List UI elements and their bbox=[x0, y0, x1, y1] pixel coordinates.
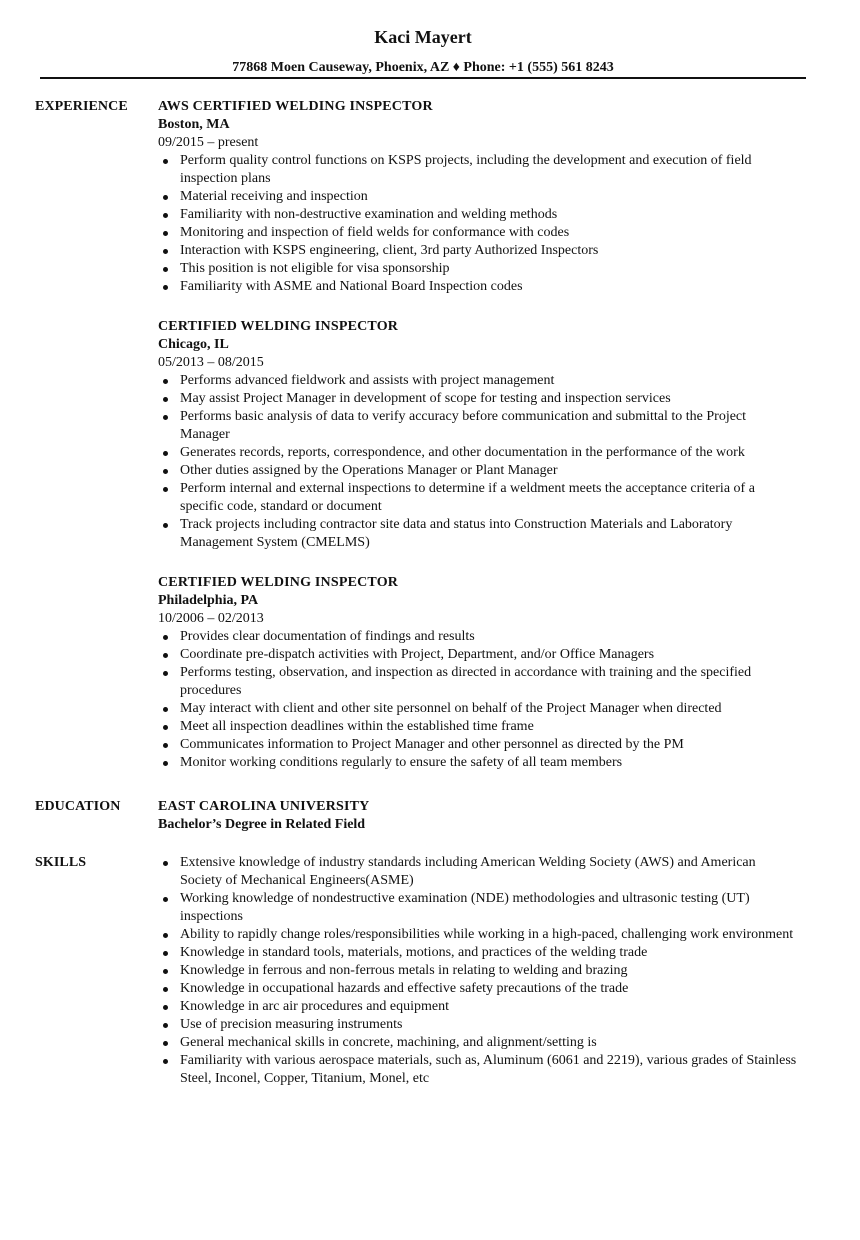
list-item: May assist Project Manager in development of scope for testing and inspection services bbox=[180, 390, 798, 408]
list-item: Familiarity with ASME and National Board Inspection codes bbox=[180, 278, 798, 296]
list-item: Perform quality control functions on KSPS projects, including the development and execution of field inspection plans bbox=[180, 152, 798, 188]
job-dates: 10/2006 – 02/2013 bbox=[158, 611, 264, 626]
list-item: Provides clear documentation of findings and results bbox=[180, 628, 798, 646]
resume-name: Kaci Mayert bbox=[374, 27, 472, 47]
school-name: EAST CAROLINA UNIVERSITY bbox=[158, 799, 370, 814]
list-item: Generates records, reports, correspondence, and other documentation in the performance of the work bbox=[180, 444, 798, 462]
job-location: Boston, MA bbox=[158, 117, 230, 132]
list-item: Knowledge in standard tools, materials, motions, and practices of the welding trade bbox=[180, 944, 798, 962]
list-item: Familiarity with various aerospace materials, such as, Aluminum (6061 and 2219), various grades of Stainless Steel, Inconel, Copper, Titanium, Monel, etc bbox=[180, 1053, 797, 1086]
job-location: Philadelphia, PA bbox=[158, 593, 259, 608]
job-title: CERTIFIED WELDING INSPECTOR bbox=[158, 319, 399, 334]
job-dates: 05/2013 – 08/2015 bbox=[158, 355, 264, 370]
list-item: Monitor working conditions regularly to ensure the safety of all team members bbox=[180, 754, 798, 772]
education-entry bbox=[158, 798, 798, 834]
list-item: May interact with client and other site personnel on behalf of the Project Manager when directed bbox=[180, 700, 798, 718]
list-item: Familiarity with non-destructive examination and welding methods bbox=[180, 206, 798, 224]
job-duties-list bbox=[158, 372, 798, 552]
job-duties-list bbox=[158, 628, 798, 772]
job-entry-1 bbox=[158, 98, 798, 296]
section-title-education: EDUCATION bbox=[35, 799, 121, 814]
list-item: Working knowledge of nondestructive examination (NDE) methodologies and ultrasonic testing (UT) inspections bbox=[180, 890, 798, 926]
list-item: Monitoring and inspection of field welds for conformance with codes bbox=[180, 224, 798, 242]
list-item: Knowledge in arc air procedures and equipment bbox=[180, 998, 798, 1016]
list-item: Performs testing, observation, and inspection as directed in accordance with training and the specified procedures bbox=[180, 664, 798, 700]
job-duties-list bbox=[158, 152, 798, 296]
skills-entry bbox=[158, 854, 798, 1088]
job-title: CERTIFIED WELDING INSPECTOR bbox=[158, 575, 399, 590]
list-item: Material receiving and inspection bbox=[180, 188, 798, 206]
list-item: Knowledge in occupational hazards and effective safety precautions of the trade bbox=[180, 980, 798, 998]
list-item: Use of precision measuring instruments bbox=[180, 1016, 798, 1034]
skills-list bbox=[158, 854, 798, 1088]
list-item: Extensive knowledge of industry standards including American Welding Society (AWS) and American Society of Mechanical Engineers(ASME) bbox=[180, 854, 798, 890]
degree: Bachelor’s Degree in Related Field bbox=[158, 817, 366, 832]
list-item: Other duties assigned by the Operations Manager or Plant Manager bbox=[180, 462, 798, 480]
section-title-experience: EXPERIENCE bbox=[35, 99, 128, 114]
job-entry-3 bbox=[158, 574, 798, 772]
job-dates: 09/2015 – present bbox=[158, 135, 259, 150]
job-title: AWS CERTIFIED WELDING INSPECTOR bbox=[158, 99, 433, 114]
list-item: Meet all inspection deadlines within the established time frame bbox=[180, 718, 798, 736]
contact-line: 77868 Moen Causeway, Phoenix, AZ ♦ Phone: +1 (555) 561 8243 bbox=[232, 60, 614, 75]
list-item: Knowledge in ferrous and non-ferrous metals in relating to welding and brazing bbox=[180, 962, 798, 980]
list-item: Performs basic analysis of data to verify accuracy before communication and submittal to the Project Manager bbox=[180, 408, 798, 444]
job-entry-2 bbox=[158, 318, 798, 552]
header-divider bbox=[40, 77, 806, 79]
list-item: Ability to rapidly change roles/responsibilities while working in a high-paced, challenging work environment bbox=[180, 926, 798, 944]
list-item: Perform internal and external inspections to determine if a weldment meets the acceptance criteria of a specific code, standard or document bbox=[180, 480, 798, 516]
list-item: Coordinate pre-dispatch activities with Project, Department, and/or Office Managers bbox=[180, 646, 798, 664]
list-item: Interaction with KSPS engineering, client, 3rd party Authorized Inspectors bbox=[180, 242, 798, 260]
list-item: Track projects including contractor site data and status into Construction Materials and Laboratory Management System (CMELMS) bbox=[180, 516, 798, 552]
list-item: Communicates information to Project Manager and other personnel as directed by the PM bbox=[180, 736, 798, 754]
list-item: General mechanical skills in concrete, machining, and alignment/setting is bbox=[180, 1034, 798, 1052]
list-item: This position is not eligible for visa sponsorship bbox=[180, 260, 798, 278]
section-title-skills: SKILLS bbox=[35, 855, 87, 870]
job-location: Chicago, IL bbox=[158, 337, 229, 352]
list-item: Performs advanced fieldwork and assists with project management bbox=[180, 372, 798, 390]
